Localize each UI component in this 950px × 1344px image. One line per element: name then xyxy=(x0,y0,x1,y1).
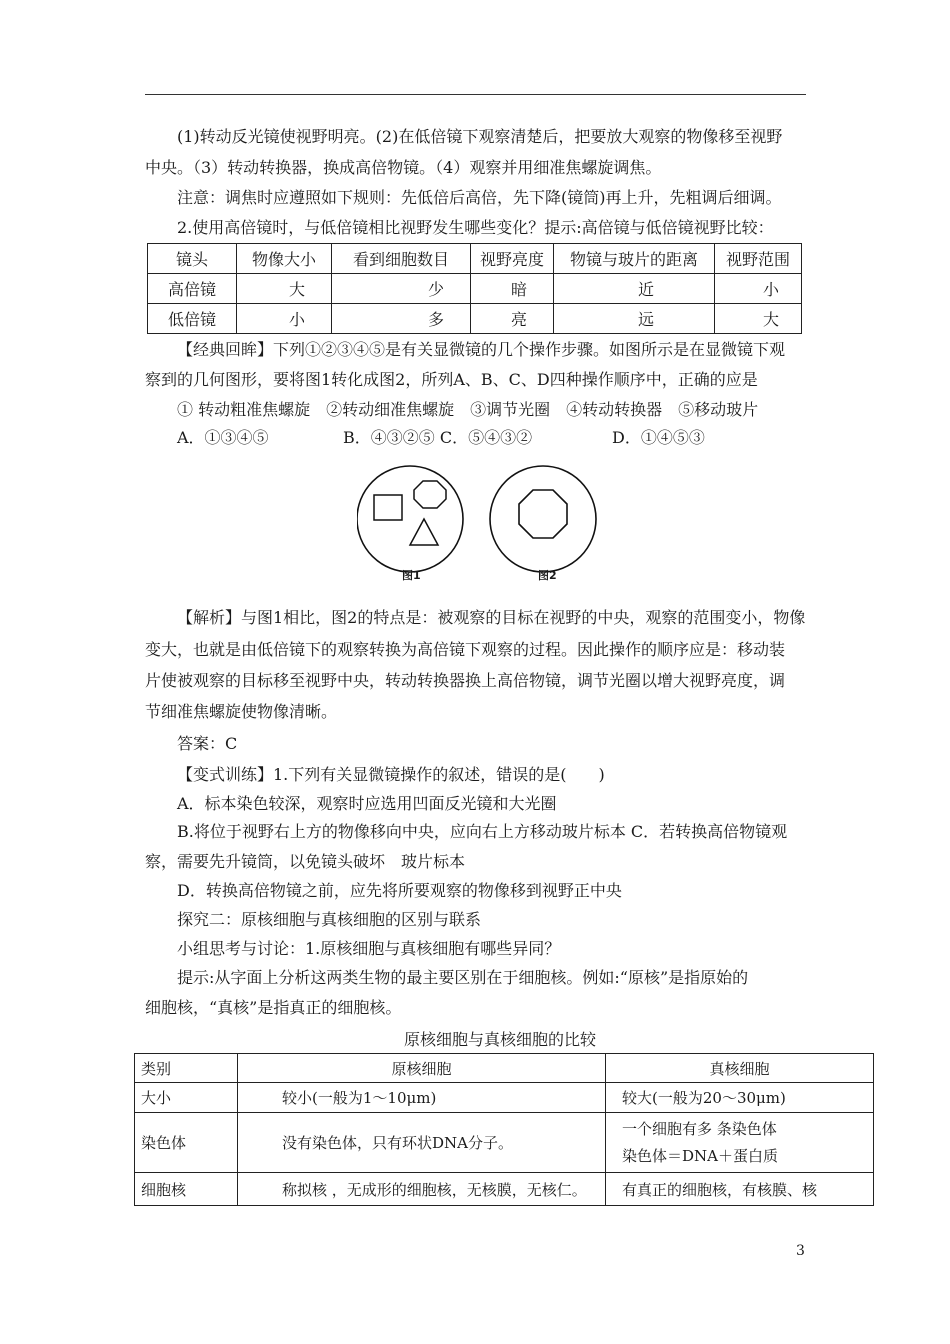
header-cell: 原核细胞 xyxy=(238,1054,606,1083)
page-number: 3 xyxy=(796,1243,805,1259)
text-line: 探究二：原核细胞与真核细胞的区别与联系 xyxy=(177,910,482,929)
table-cell: 远 xyxy=(554,304,715,334)
row-label: 大小 xyxy=(135,1083,238,1113)
table-cell: 暗 xyxy=(471,274,554,304)
table-cell: 小 xyxy=(237,304,332,334)
text-line: 变大，也就是由低倍镜下的观察转换为高倍镜下观察的过程。因此操作的顺序应是：移动装 xyxy=(145,640,786,659)
table-header-row xyxy=(148,244,802,274)
header-cell: 真核细胞 xyxy=(606,1054,874,1083)
header-cell: 看到细胞数目 xyxy=(332,244,471,274)
text-line: 【变式训练】1.下列有关显微镜操作的叙述，错误的是( ) xyxy=(177,765,605,784)
figure-2-field xyxy=(490,466,596,572)
text-line: (1)转动反光镜使视野明亮。(2)在低倍镜下观察清楚后，把要放大观察的物像移至视野 xyxy=(177,127,783,146)
text-line: ① 转动粗准焦螺旋 ②转动细准焦螺旋 ③调节光圈 ④转动转换器 ⑤移动玻片 xyxy=(177,400,759,419)
text-line: 注意：调焦时应遵照如下规则：先低倍后高倍，先下降(镜筒)再上升，先粗调后细调。 xyxy=(177,188,782,207)
table-cell: 多 xyxy=(332,304,471,334)
figure-1-field xyxy=(357,466,463,572)
option-a: A．①③④⑤ xyxy=(177,428,269,447)
table-caption: 原核细胞与真核细胞的比较 xyxy=(403,1030,596,1049)
row-label: 染色体 xyxy=(135,1113,238,1173)
text-line: 提示:从字面上分析这两类生物的最主要区别在于细胞核。例如:“原核”是指原始的 xyxy=(177,968,749,987)
answer-text: 答案：C xyxy=(177,734,238,753)
text-line: 小组思考与讨论：1.原核细胞与真核细胞有哪些异同？ xyxy=(177,939,561,958)
cell-line: 染色体＝DNA＋蛋白质 xyxy=(622,1146,778,1165)
table-row xyxy=(148,274,802,304)
row-label: 细胞核 xyxy=(135,1173,238,1206)
table-row xyxy=(135,1173,874,1206)
microscope-field-figures xyxy=(357,455,597,585)
header-cell: 镜头 xyxy=(148,244,237,274)
header-cell: 视野范围 xyxy=(715,244,802,274)
table-cell xyxy=(606,1113,874,1173)
header-cell: 物镜与玻片的距离 xyxy=(554,244,715,274)
table-cell: 近 xyxy=(554,274,715,304)
figure-1-caption: 图1 xyxy=(402,569,421,582)
table-cell: 较小(一般为1～10μm) xyxy=(238,1083,606,1113)
table-cell: 大 xyxy=(237,274,332,304)
header-cell: 物像大小 xyxy=(237,244,332,274)
text-line: 细胞核，“真核”是指真正的细胞核。 xyxy=(145,998,402,1017)
option-b-c: B．④③②⑤ C．⑤④③② xyxy=(343,428,533,447)
header-rule xyxy=(145,94,806,95)
cell-line: 一个细胞有多 条染色体 xyxy=(622,1119,777,1138)
table-cell: 没有染色体，只有环状DNA分子。 xyxy=(238,1113,606,1173)
text-line: 【经典回眸】下列①②③④⑤是有关显微镜的几个操作步骤。如图所示是在显微镜下观 xyxy=(177,340,786,359)
option-d: D．①④⑤③ xyxy=(612,428,705,447)
table-row xyxy=(135,1083,874,1113)
table-header-row xyxy=(135,1054,874,1083)
table-cell: 小 xyxy=(715,274,802,304)
text-line: 察到的几何图形，要将图1转化成图2，所列A、B、C、D四种操作顺序中，正确的应是 xyxy=(145,370,758,389)
table-cell: 低倍镜 xyxy=(148,304,237,334)
text-line: D．转换高倍物镜之前，应先将所要观察的物像移到视野正中央 xyxy=(177,881,622,900)
table-row xyxy=(148,304,802,334)
text-line: 察，需要先升镜筒，以免镜头破坏 玻片标本 xyxy=(145,852,466,871)
magnification-comparison-table xyxy=(147,243,802,334)
table-cell: 少 xyxy=(332,274,471,304)
text-line: 节细准焦螺旋使物像清晰。 xyxy=(145,702,338,721)
table-cell: 亮 xyxy=(471,304,554,334)
text-line: 2.使用高倍镜时，与低倍镜相比视野发生哪些变化？提示:高倍镜与低倍镜视野比较： xyxy=(177,218,774,237)
figure-2-caption: 图2 xyxy=(538,569,557,582)
table-cell: 高倍镜 xyxy=(148,274,237,304)
text-line: 【解析】与图1相比，图2的特点是：被观察的目标在视野的中央，观察的范围变小，物像 xyxy=(177,608,806,627)
table-row xyxy=(135,1113,874,1173)
cell-comparison-table xyxy=(134,1053,874,1206)
table-cell: 称拟核 ，无成形的细胞核，无核膜，无核仁。 xyxy=(238,1173,606,1206)
header-cell: 类别 xyxy=(135,1054,238,1083)
text-line: B.将位于视野右上方的物像移向中央，应向右上方移动玻片标本 C．若转换高倍物镜观 xyxy=(177,822,788,841)
text-line: A．标本染色较深，观察时应选用凹面反光镜和大光圈 xyxy=(177,794,557,813)
text-line: 中央。（3）转动转换器，换成高倍物镜。（4）观察并用细准焦螺旋调焦。 xyxy=(145,158,662,177)
table-cell: 有真正的细胞核，有核膜、核 xyxy=(606,1173,874,1206)
header-cell: 视野亮度 xyxy=(471,244,554,274)
text-line: 片使被观察的目标移至视野中央，转动转换器换上高倍物镜，调节光圈以增大视野亮度，调 xyxy=(145,671,786,690)
table-cell: 较大(一般为20～30μm) xyxy=(606,1083,874,1113)
table-cell: 大 xyxy=(715,304,802,334)
